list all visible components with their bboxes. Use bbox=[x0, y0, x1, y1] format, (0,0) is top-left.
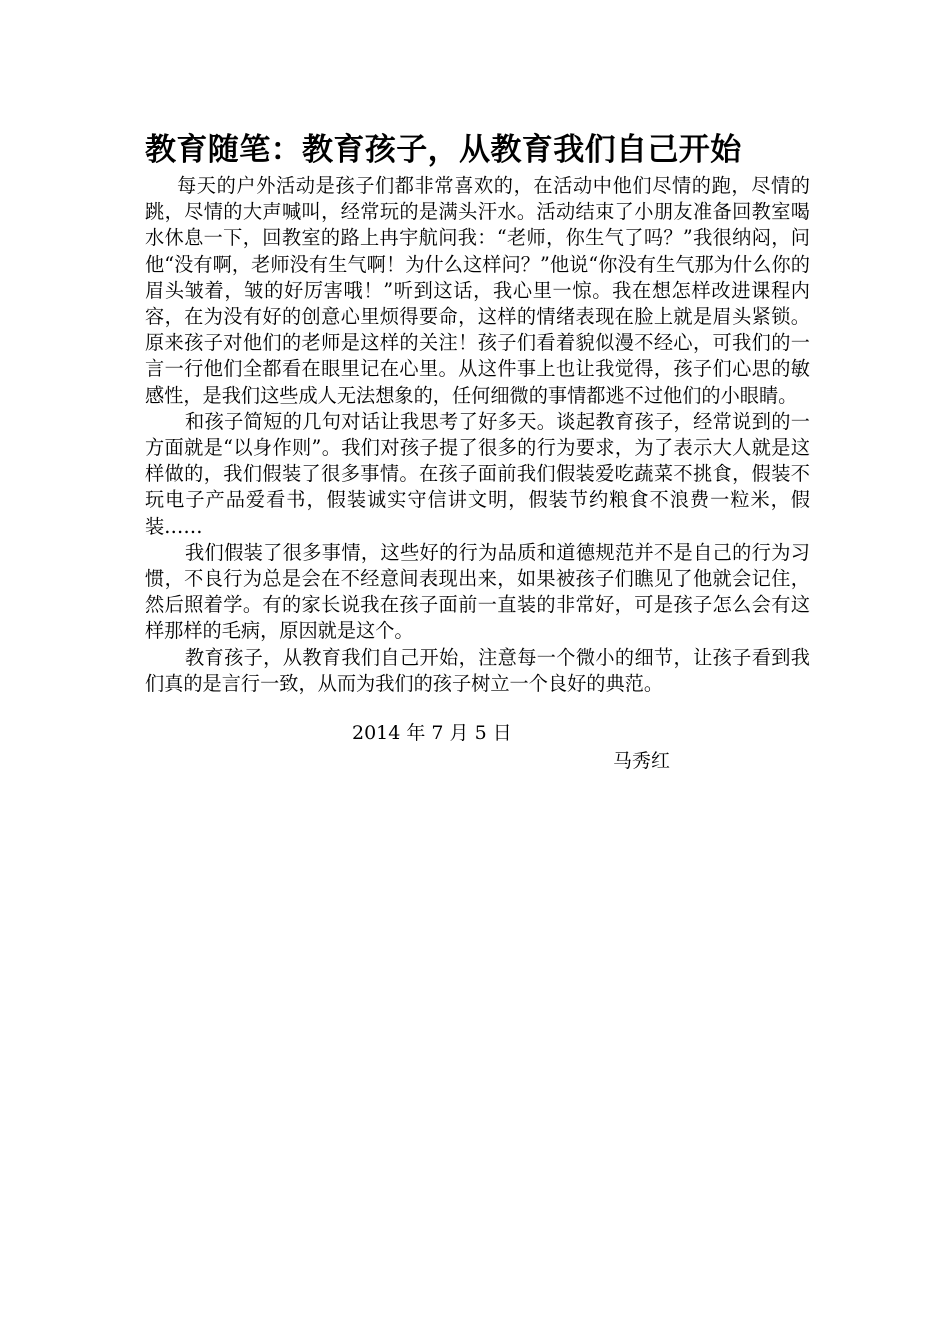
document-body bbox=[145, 173, 810, 697]
paragraph-1: 每天的户外活动是孩子们都非常喜欢的，在活动中他们尽情的跑，尽情的跳，尽情的大声喊叫，经常玩的是满头汗水。活动结束了小朋友准备回教室喝水休息一下，回教室的路上冉宇航问我：“老师，你生气了吗？”我很纳闷，问他“没有啊，老师没有生气啊！为什么这样问？”他说“你没有生气那为什么你的眉头皱着，皱的好厉害哦！”听到这话，我心里一惊。我在想怎样改进课程内容，在为没有好的创意心里烦得要命，这样的情绪表现在脸上就是眉头紧锁。原来孩子对他们的老师是这样的关注！孩子们看着貌似漫不经心，可我们的一言一行他们全都看在眼里记在心里。从这件事上也让我觉得，孩子们心思的敏感性，是我们这些成人无法想象的，任何细微的事情都逃不过他们的小眼睛。 bbox=[145, 174, 810, 407]
document-author: 马秀红 bbox=[613, 750, 671, 772]
paragraph-3: 我们假装了很多事情，这些好的行为品质和道德规范并不是自己的行为习惯，不良行为总是会在不经意间表现出来，如果被孩子们瞧见了他就会记住，然后照着学。有的家长说我在孩子面前一直装的非常好，可是孩子怎么会有这样那样的毛病，原因就是这个。 bbox=[145, 540, 810, 643]
document-title: 教育随笔：教育孩子，从教育我们自己开始 bbox=[145, 132, 742, 168]
paragraph-4: 教育孩子，从教育我们自己开始，注意每一个微小的细节，让孩子看到我们真的是言行一致，从而为我们的孩子树立一个良好的典范。 bbox=[145, 645, 810, 695]
paragraph-2: 和孩子简短的几句对话让我思考了好多天。谈起教育孩子，经常说到的一方面就是“以身作则”。我们对孩子提了很多的行为要求，为了表示大人就是这样做的，我们假装了很多事情。在孩子面前我们假装爱吃蔬菜不挑食，假装不玩电子产品爱看书，假装诚实守信讲文明，假装节约粮食不浪费一粒米，假装…… bbox=[145, 409, 810, 538]
document-date: 2014 年 7 月 5 日 bbox=[352, 722, 512, 744]
